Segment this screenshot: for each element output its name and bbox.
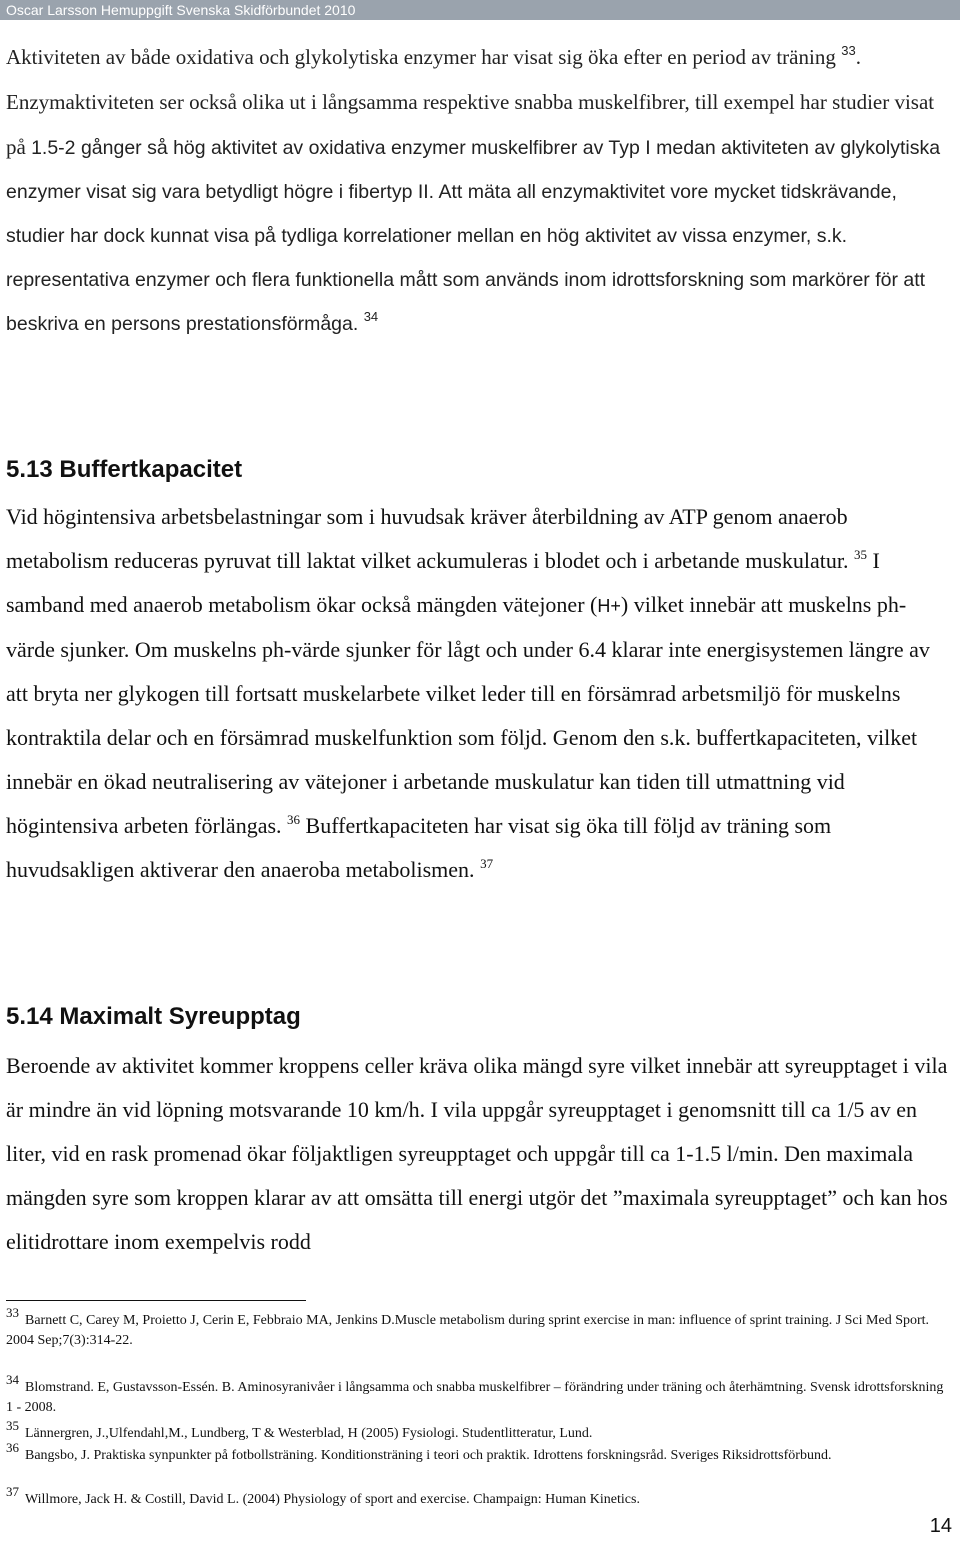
section-1-text-b: I samband med anaerob metabolism ökar också mängden vätejoner ( <box>6 548 880 617</box>
paragraph-enzyme-activity <box>6 35 954 346</box>
paragraph-1-text-c: 1.5-2 gånger så hög aktivitet av oxidativa enzymer muskelfibrer av Typ I medan aktiviteten av glykolytiska enzymer visat sig vara betydligt högre i fibertyp II. Att mäta all enzymaktivitet vore mycket tidskrävande, studier har dock kunnat visa på tydliga korrelationer mellan en hög aktivitet av vissa enzymer, s.k. representativa enzymer och flera funktionella mått som används inom idrottsforskning som markörer för att beskriva en persons prestationsförmåga. <box>6 137 941 335</box>
footnote-text: Barnett C, Carey M, Proietto J, Cerin E, Febbraio MA, Jenkins D.Muscle metabolism during sprint exercise in man: influence of sprint training. J Sci Med Sport. 2004 Sep;7(3):314-22. <box>6 1313 930 1348</box>
footnote-34 <box>6 1372 946 1418</box>
hydrogen-ion: H+ <box>597 596 621 616</box>
section-1-text-c: ) vilket innebär att muskelns ph-värde sjunker. Om muskelns ph-värde sjunker för lågt och under 6.4 klarar inte energisystemen längre av att bryta ner glykogen till fortsatt muskelarbete vilket leder till en försämrad arbetsmiljö för muskelns kontraktila delar och en försämrad muskelfunktion som följd. Genom den s.k. buffertkapaciteten, vilket innebär en ökad neutralisering av vätejoner i arbetande muskulatur kan tiden till utmattning vid högintensiva arbeten förlängas. <box>6 592 930 838</box>
paragraph-1-text-a: Aktiviteten av både oxidativa och glykolytiska enzymer har visat sig öka efter en period av träning <box>6 45 836 69</box>
footnote-text: Blomstrand. E, Gustavsson-Essén. B. Aminosyranivåer i långsamma och snabba muskelfibrer – förändring under träning och återhämtning. Svensk idrottsforskning 1 - 2008. <box>6 1380 944 1415</box>
footnote-text: Bangsbo, J. Praktiska synpunkter på fotbollsträning. Konditionsträning i teori och praktik. Idrottens forskningsråd. Sveriges Riksidrottsförbund. <box>25 1448 832 1463</box>
footnote-separator <box>6 1300 306 1301</box>
page-number: 14 <box>929 1515 952 1537</box>
footnote-number: 34 <box>6 1372 19 1387</box>
section-1-text-d: Buffertkapaciteten har visat sig öka till följd av träning som huvudsakligen aktiverar den anaeroba metabolismen. <box>6 813 832 882</box>
footnote-37 <box>6 1484 946 1510</box>
paragraph-buffertkapacitet <box>6 495 954 892</box>
footnote-ref-35: 35 <box>853 547 867 562</box>
footnote-ref-37: 37 <box>480 856 494 871</box>
footnote-35 <box>6 1418 946 1444</box>
footnote-ref-33: 33 <box>841 43 856 58</box>
section-heading-buffertkapacitet: 5.13 Buffertkapacitet <box>6 456 243 483</box>
footnote-33 <box>6 1305 946 1351</box>
footnote-number: 37 <box>6 1484 19 1499</box>
section-heading-maximalt-syreupptag: 5.14 Maximalt Syreupptag <box>6 1003 301 1030</box>
footnote-number: 36 <box>6 1440 19 1455</box>
footnote-ref-36: 36 <box>287 812 301 827</box>
running-header: Oscar Larsson Hemuppgift Svenska Skidförbundet 2010 <box>0 0 960 20</box>
footnote-number: 33 <box>6 1305 19 1320</box>
footnote-number: 35 <box>6 1418 19 1433</box>
paragraph-maximalt-syreupptag: Beroende av aktivitet kommer kroppens celler kräva olika mängd syre vilket innebär att syreupptaget i vila är mindre än vid löpning motsvarande 10 km/h. I vila uppgår syreupptaget i genomsnitt till ca 1/5 av en liter, vid en rask promenad ökar följaktligen syreupptaget och uppgår till ca 1-1.5 l/min. Den maximala mängden syre som kroppen klarar av att omsätta till energi utgör det ”maximala syreupptaget” och kan hos elitidrottare inom exempelvis rodd <box>6 1053 948 1254</box>
footnote-text: Willmore, Jack H. & Costill, David L. (2004) Physiology of sport and exercise. Champaign: Human Kinetics. <box>25 1492 640 1507</box>
paragraph-1-text-b: . Enzymaktiviteten ser också olika ut i långsamma respektive snabba muskelfibrer, till exempel har studier visat på <box>6 45 935 159</box>
footnote-36 <box>6 1440 946 1466</box>
footnote-ref-34: 34 <box>363 309 379 324</box>
footnote-text: Lännergren, J.,Ulfendahl,M., Lundberg, T & Westerblad, H (2005) Fysiologi. Studentlitteratur, Lund. <box>25 1426 593 1441</box>
section-1-text-a: Vid högintensiva arbetsbelastningar som i huvudsak kräver återbildning av ATP genom anaerob metabolism reduceras pyruvat till laktat vilket ackumuleras i blodet och i arbetande muskulatur. <box>6 504 849 573</box>
